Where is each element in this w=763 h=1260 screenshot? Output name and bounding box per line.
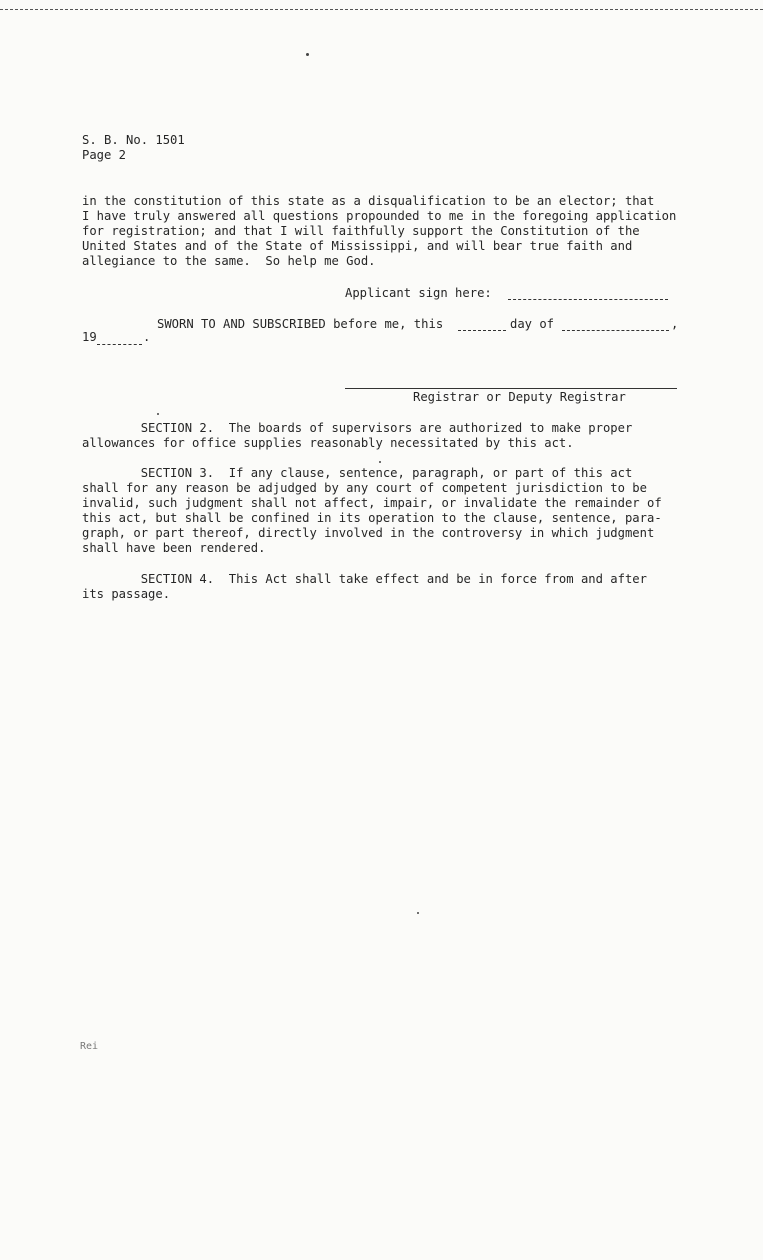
registrar-label: Registrar or Deputy Registrar [413,390,626,404]
speck [306,53,309,56]
oath-line: United States and of the State of Mississippi, and will bear true faith and [82,239,633,253]
section-3-line: SECTION 3. If any clause, sentence, paragraph, or part of this act [82,466,633,480]
section-2-line: SECTION 2. The boards of supervisors are authorized to make proper [82,421,633,435]
bill-number: S. B. No. 1501 [82,133,185,147]
section-4-line: its passage. [82,587,171,601]
speck [157,413,159,415]
oath-line: for registration; and that I will faithfully support the Constitution of the [82,224,640,238]
applicant-signature-line [508,299,668,300]
page-top-edge [0,0,763,10]
day-blank-line [458,330,506,331]
year-period: . [143,330,151,344]
sworn-line-label: SWORN TO AND SUBSCRIBED before me, this [157,317,444,331]
registrar-signature-line [345,388,677,389]
section-3-line: shall for any reason be adjudged by any court of competent jurisdiction to be [82,481,647,495]
speck [379,461,381,463]
oath-line: I have truly answered all questions propounded to me in the foregoing application [82,209,677,223]
section-4-line: SECTION 4. This Act shall take effect and be in force from and after [82,572,647,586]
section-3-line: graph, or part thereof, directly involved in the controversy in which judgment [82,526,655,540]
year-prefix: 19 [82,330,97,344]
section-3-line: this act, but shall be confined in its operation to the clause, sentence, para- [82,511,662,525]
section-3-line: shall have been rendered. [82,541,266,555]
section-2-line: allowances for office supplies reasonably necessitated by this act. [82,436,574,450]
comma: , [671,317,679,331]
oath-line: in the constitution of this state as a disqualification to be an elector; that [82,194,655,208]
year-blank-line [97,344,142,345]
month-blank-line [562,330,669,331]
page-label: Page 2 [82,148,127,162]
section-3-line: invalid, such judgment shall not affect, impair, or invalidate the remainder of [82,496,662,510]
oath-line: allegiance to the same. So help me God. [82,254,376,268]
applicant-sign-label: Applicant sign here: [345,286,492,300]
day-of-label: day of [510,317,555,331]
speck [417,912,419,914]
footer-mark: Rei [80,1041,99,1052]
